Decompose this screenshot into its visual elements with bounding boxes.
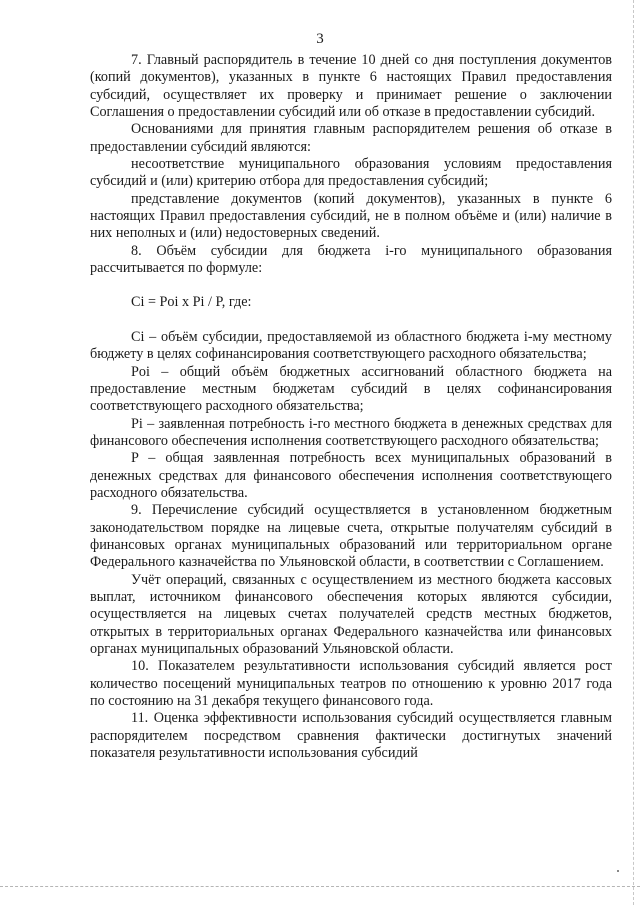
definition-pi: Pi – заявленная потребность i-го местного бюджета в денежных средствах для финансового обеспечения исполнения соответствующего расходного обязательства; xyxy=(90,415,612,449)
subsidy-formula: Ci = Poi x Pi / P, где: xyxy=(131,294,252,311)
paragraph-accounting: Учёт операций, связанных с осуществлением из местного бюджета кассовых выплат, источником финансового обеспечения которых являются субсидии, осуществляется на лицевых счетах получателей средств местных бюджетов, открытых в территориальных органах Федерального казначейства или финансовых органах муниципальных образований Ульяновской области. xyxy=(90,571,612,657)
paragraph-9: 9. Перечисление субсидий осуществляется в установленном бюджетным законодательством порядке на лицевые счета, открытые получателям субсидий в финансовых органах муниципальных образований или территориальном органе Федерального казначейства по Ульяновской области, в соответствии с Соглашением. xyxy=(90,502,612,571)
paragraph-refusal-grounds: Основаниями для принятия главным распорядителем решения об отказе в предоставлении субсидий являются: xyxy=(90,121,612,155)
paragraph-refusal-ground-2: представление документов (копий документов), указанных в пункте 6 настоящих Правил предоставления субсидий, не в полном объёме и (или) наличие в них неполных и (или) недостоверных сведений. xyxy=(90,190,612,242)
scan-edge-right xyxy=(633,0,634,905)
document-body xyxy=(90,52,612,762)
paragraph-7: 7. Главный распорядитель в течение 10 дней со дня поступления документов (копий документов), указанных в пункте 6 настоящих Правил предоставления субсидий, осуществляет их проверку и принимает решение о заключении Соглашения о предоставлении субсидий или об отказе в предоставлении субсидий. xyxy=(90,52,612,121)
paragraph-11: 11. Оценка эффективности использования субсидий осуществляется главным распорядителем посредством сравнения фактически достигнутых значений показателя результативности использования субсидий xyxy=(90,710,612,762)
page-number: 3 xyxy=(316,31,324,47)
scan-speck xyxy=(617,870,619,872)
definition-poi: Poi – общий объём бюджетных ассигнований областного бюджета на предоставление местным бюджетам субсидий в целях софинансирования соответствующего расходного обязательства; xyxy=(90,363,612,415)
definition-p: P – общая заявленная потребность всех муниципальных образований в денежных средствах для финансового обеспечения исполнения соответствующего расходного обязательства. xyxy=(90,450,612,501)
paragraph-refusal-ground-1: несоответствие муниципального образования условиям предоставления субсидий и (или) критерию отбора для предоставления субсидий; xyxy=(90,156,612,190)
paragraph-10: 10. Показателем результативности использования субсидий является рост количество посещений муниципальных театров по отношению к уровню 2017 года по состоянию на 31 декабря текущего финансового года. xyxy=(90,658,612,710)
scan-edge-bottom xyxy=(0,886,640,887)
definition-ci: Ci – объём субсидии, предоставляемой из областного бюджета i-му местному бюджету в целях софинансирования соответствующего расходного обязательства; xyxy=(90,328,612,363)
paragraph-8: 8. Объём субсидии для бюджета i-го муниципального образования рассчитывается по формуле: xyxy=(90,242,612,277)
